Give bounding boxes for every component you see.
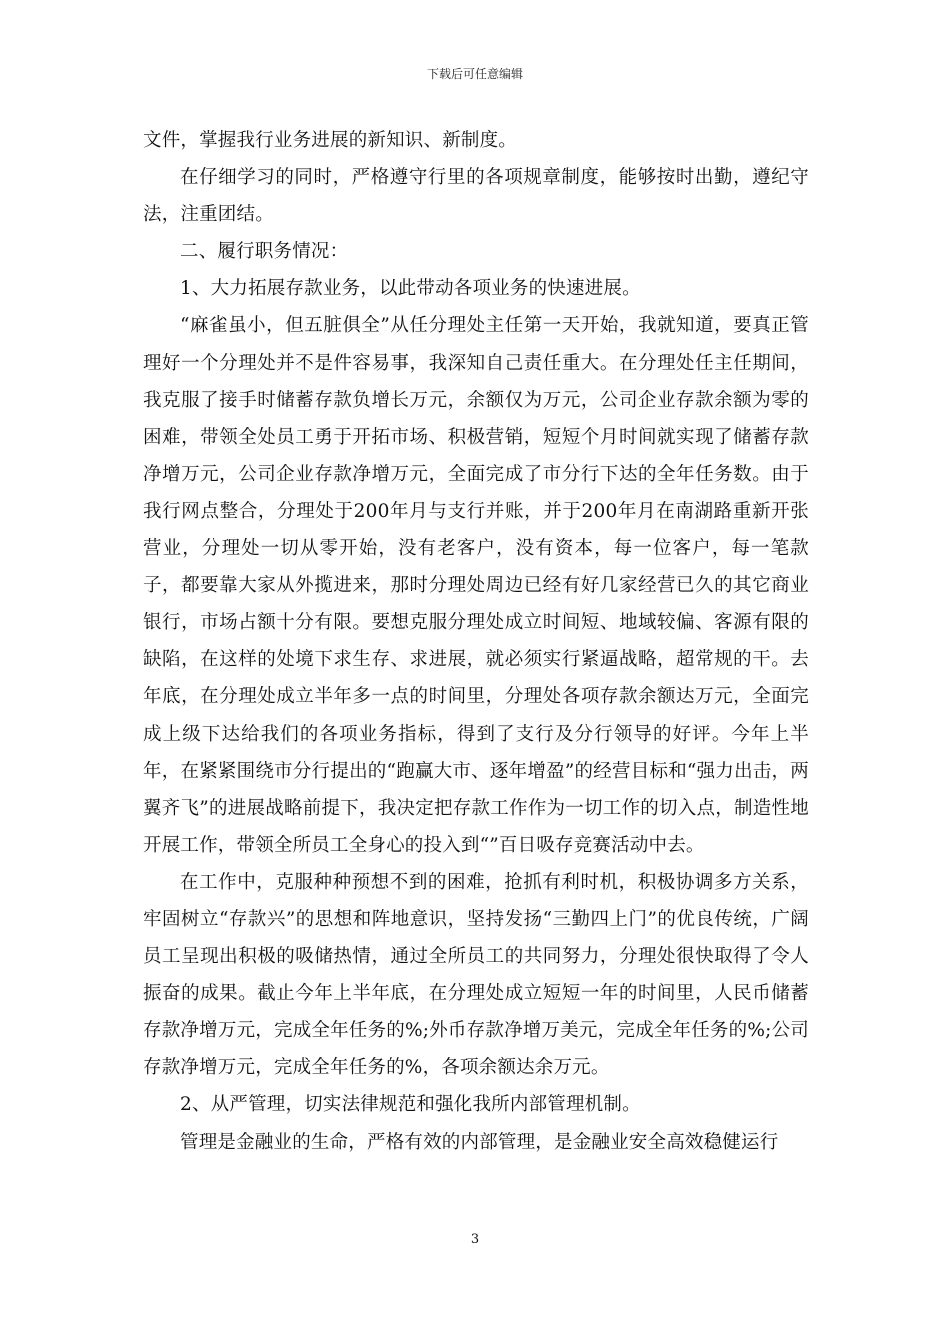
paragraph-1: 文件，掌握我行业务进展的新知识、新制度。: [143, 130, 518, 151]
page-header: 下载后可任意编辑: [426, 67, 523, 81]
paragraph-deposit-details: “麻雀虽小，但五脏俱全”从任分理处主任第一天开始，我就知道，要真正管理好一个分理处并不是件容易事，我深知自己责任重大。在分理处任主任期间，我克服了接手时储蓄存款负增长万元，余额仅为万元，公司企业存款余额为零的困难，带领全处员工勇于开拓市场、积极营销，短短个月时间就实现了储蓄存款净增万元，公司企业存款净增万元，全面完成了市分行下达的全年任务数。由于我行网点整合，分理处于200年月与支行并账，并于200年月在南湖路重新开张营业，分理处一切从零开始，没有老客户，没有资本，每一位客户，每一笔款子，都要靠大家从外揽进来，那时分理处周边已经有好几家经营已久的其它商业银行，市场占额十分有限。要想克服分理处成立时间短、地域较偏、客源有限的缺陷，在这样的处境下求生存、求进展，就必须实行紧逼战略，超常规的干。去年底，在分理处成立半年多一点的时间里，分理处各项存款余额达万元，全面完成上级下达给我们的各项业务指标，得到了支行及分行领导的好评。今年上半年，在紧紧围绕市分行提出的“跑赢大市、逐年增盈”的经营目标和“强力出击，两翼齐飞”的进展战略前提下，我决定把存款工作作为一切工作的切入点，制造性地开展工作，带领全所员工全身心的投入到“”百日吸存竞赛活动中去。: [143, 315, 809, 856]
paragraph-2: 在仔细学习的同时，严格遵守行里的各项规章制度，能够按时出勤，遵纪守法，注重团结。: [143, 167, 809, 226]
document-body: [143, 122, 809, 1161]
paragraph-work-results: 在工作中，克服种种预想不到的困难，抢抓有利时机，积极协调多方关系，牢固树立“存款兴”的思想和阵地意识，坚持发扬“三勤四上门”的优良传统，广阔员工呈现出积极的吸储热情，通过全所员工的共同努力，分理处很快取得了令人振奋的成果。截止今年上半年底，在分理处成立短短一年的时间里，人民币储蓄存款净增万元，完成全年任务的%;外币存款净增万美元，完成全年任务的%;公司存款净增万元，完成全年任务的%，各项余额达余万元。: [143, 871, 809, 1079]
paragraph-management: 管理是金融业的生命，严格有效的内部管理，是金融业安全高效稳健运行: [180, 1131, 779, 1153]
page-number: 3: [470, 1232, 480, 1247]
subheading-deposit-business: 1、大力拓展存款业务，以此带动各项业务的快速进展。: [180, 278, 641, 300]
subheading-strict-management: 2、从严管理，切实法律规范和强化我所内部管理机制。: [180, 1094, 641, 1116]
section-heading-duties: 二、履行职务情况：: [180, 241, 349, 263]
